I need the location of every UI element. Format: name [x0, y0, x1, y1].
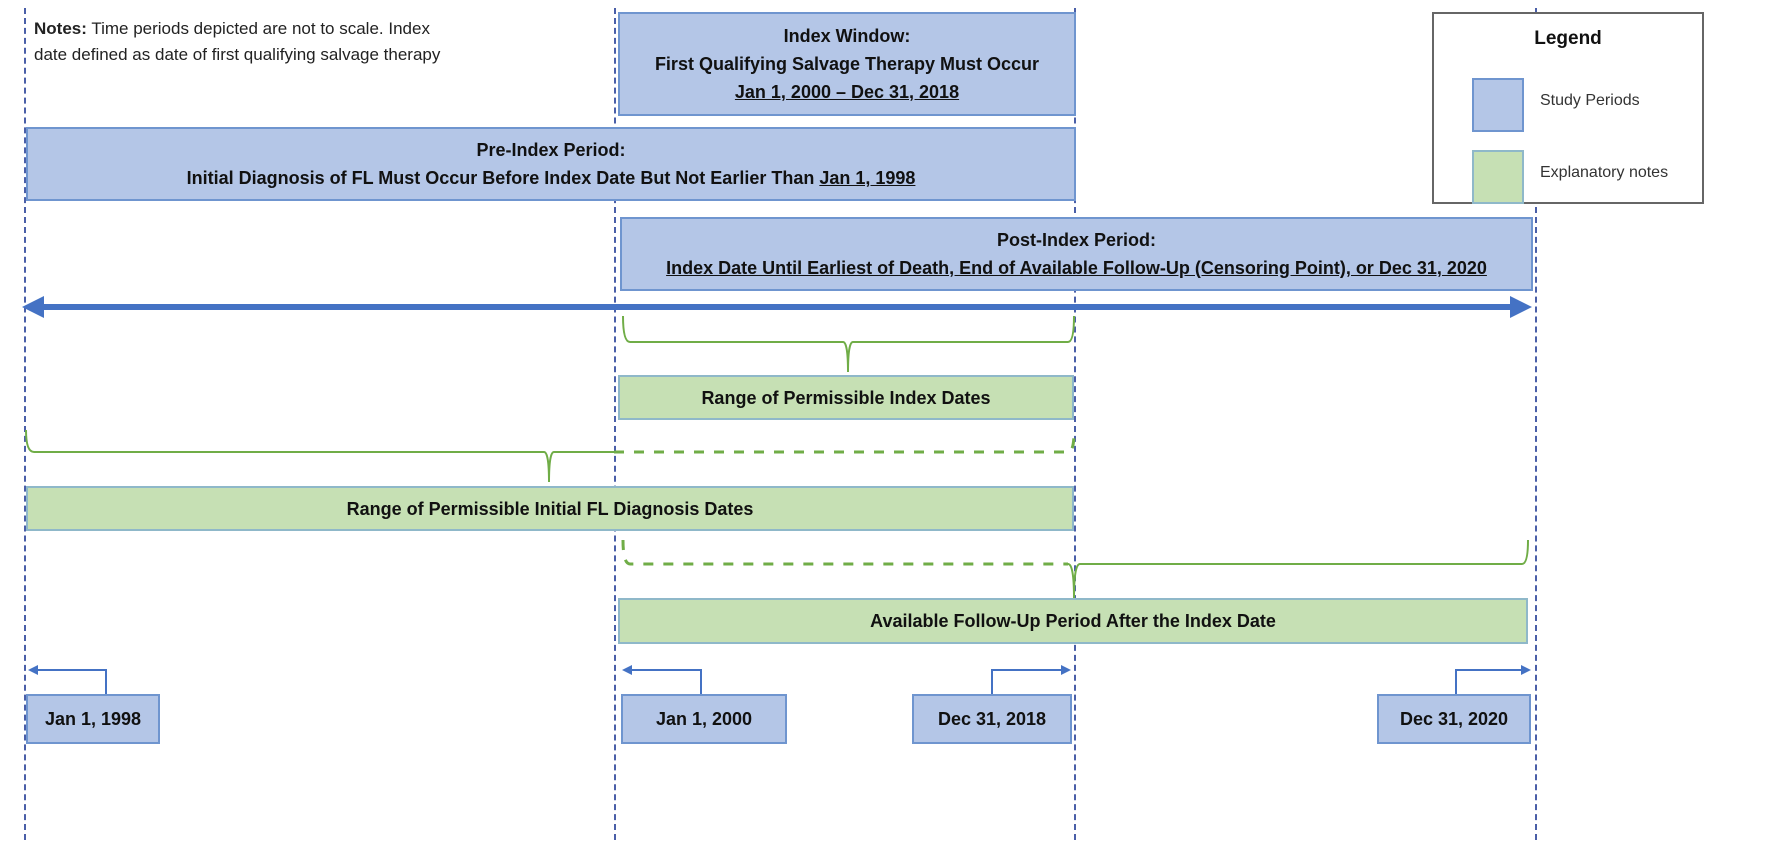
- date-marker-dec-2020: Dec 31, 2020: [1377, 694, 1531, 744]
- notes-label: Notes:: [34, 19, 87, 38]
- post-index-title: Post-Index Period:: [996, 230, 1157, 250]
- date-marker-jan-1998: Jan 1, 1998: [26, 694, 160, 744]
- legend-label-explanatory-notes: Explanatory notes: [1540, 164, 1669, 181]
- pre-index-date: Jan 1, 1998: [819, 168, 916, 188]
- post-index-line2: Index Date Until Earliest of Death, End of Available Follow-Up (Censoring Point), or Dec 31, 2020: [666, 258, 1487, 278]
- index-dates-label: Range of Permissible Index Dates: [701, 387, 991, 408]
- index-window-line2: First Qualifying Salvage Therapy Must Occur: [654, 54, 1040, 74]
- bracket-index-dates: [623, 316, 1074, 372]
- pre-index-line2: Initial Diagnosis of FL Must Occur Before Index Date But Not Earlier Than: [186, 168, 820, 188]
- legend-title: Legend: [1534, 28, 1602, 49]
- bracket-follow-up-solid: [1068, 540, 1528, 598]
- bracket-diagnosis-dates-solid: [26, 430, 614, 482]
- follow-up-label: Available Follow-Up Period After the Index Date: [870, 611, 1276, 631]
- bracket-diagnosis-dates-dashed: [614, 432, 1074, 452]
- notes-text-2: date defined as date of first qualifying salvage therapy: [34, 45, 441, 64]
- timeline-arrow: [22, 296, 1532, 318]
- index-dates-note: [618, 375, 1074, 420]
- date-marker-dec-2018: Dec 31, 2018: [912, 694, 1072, 744]
- diagnosis-dates-note: [26, 486, 1074, 531]
- notes-text-1: Time periods depicted are not to scale. Index: [91, 19, 430, 38]
- index-window-dates: Jan 1, 2000 – Dec 31, 2018: [734, 82, 960, 102]
- pre-index-title: Pre-Index Period:: [476, 140, 626, 160]
- bracket-follow-up-dashed: [623, 540, 1068, 564]
- follow-up-note: [618, 598, 1528, 644]
- index-window-title: Index Window:: [783, 26, 911, 46]
- date-marker-jan-2000: Jan 1, 2000: [621, 694, 787, 744]
- legend-label-study-periods: Study Periods: [1540, 92, 1640, 109]
- diagnosis-dates-label: Range of Permissible Initial FL Diagnosis Dates: [346, 498, 754, 519]
- date-connectors: [36, 670, 1523, 694]
